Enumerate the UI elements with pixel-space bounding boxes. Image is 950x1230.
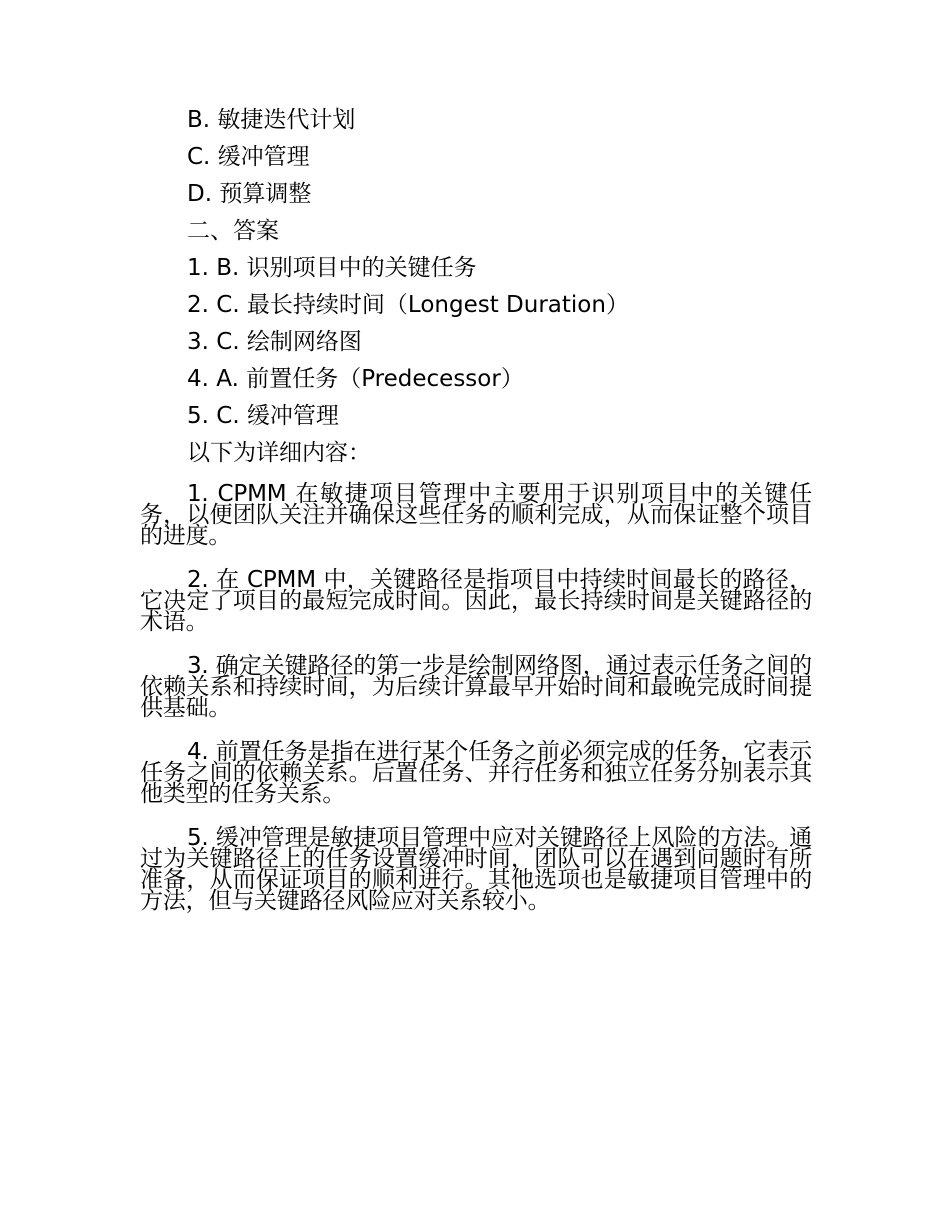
answer-2: 2. C. 最长持续时间（Longest Duration） <box>187 292 629 318</box>
detail-paragraph-1: 1. CPMM 在敏捷项目管理中主要用于识别项目中的关键任务，以便团队关注并确保这些任务的顺利完成，从而保证整个项目的进度。 <box>140 481 812 549</box>
document-body <box>140 102 812 935</box>
option-d: D. 预算调整 <box>187 181 312 207</box>
answer-1: 1. B. 识别项目中的关键任务 <box>187 255 477 281</box>
detail-paragraph-2: 2. 在 CPMM 中，关键路径是指项目中持续时间最长的路径，它决定了项目的最短完成时间。因此，最长持续时间是关键路径的术语。 <box>140 567 812 635</box>
answer-5: 5. C. 缓冲管理 <box>187 403 339 429</box>
detail-paragraph-5: 5. 缓冲管理是敏捷项目管理中应对关键路径上风险的方法。通过为关键路径上的任务设置缓冲时间，团队可以在遇到问题时有所准备，从而保证项目的顺利进行。其他选项也是敏捷项目管理中的方法，但与关键路径风险应对关系较小。 <box>140 825 812 914</box>
detail-paragraph-3: 3. 确定关键路径的第一步是绘制网络图，通过表示任务之间的依赖关系和持续时间，为后续计算最早开始时间和最晚完成时间提供基础。 <box>140 653 812 721</box>
answer-heading: 二、答案 <box>187 218 279 244</box>
answer-4: 4. A. 前置任务（Predecessor） <box>187 366 524 392</box>
answer-3: 3. C. 绘制网络图 <box>187 329 362 355</box>
detail-paragraph-4: 4. 前置任务是指在进行某个任务之前必须完成的任务，它表示任务之间的依赖关系。后置任务、并行任务和独立任务分别表示其他类型的任务关系。 <box>140 739 812 807</box>
details-heading: 以下为详细内容： <box>187 440 371 466</box>
option-c: C. 缓冲管理 <box>187 144 310 170</box>
option-b: B. 敏捷迭代计划 <box>187 107 356 133</box>
